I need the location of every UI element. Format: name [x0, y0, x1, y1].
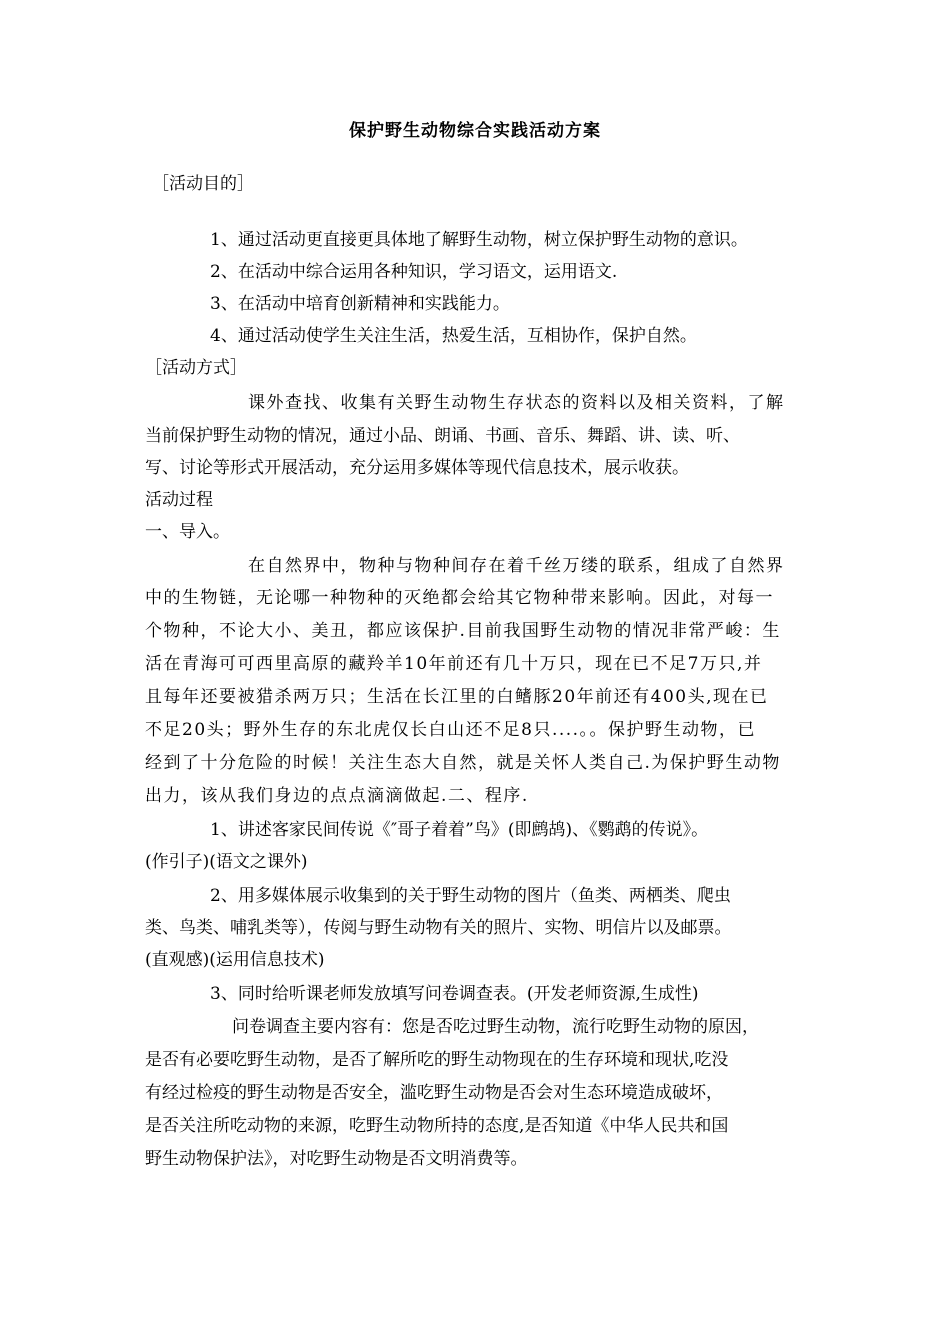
- step-2-line-1: 2、用多媒体展示收集到的关于野生动物的图片（鱼类、两栖类、爬虫: [210, 886, 731, 906]
- method-line-3: 写、讨论等形式开展活动，充分运用多媒体等现代信息技术，展示收获。: [145, 458, 689, 478]
- survey-line-4: 是否关注所吃动物的来源，吃野生动物所持的态度,是否知道《中华人民共和国: [145, 1116, 729, 1136]
- method-line-1: 课外查找、收集有关野生动物生存状态的资料以及相关资料，了解: [248, 393, 785, 413]
- intro-heading: 一、导入。: [145, 522, 230, 542]
- purpose-item-4: 4、通过活动使学生关注生活，热爱生活，互相协作，保护自然。: [210, 326, 697, 346]
- intro-line-4: 活在青海可可西里高原的藏羚羊10年前还有几十万只，现在已不足7万只,并: [145, 654, 763, 674]
- intro-line-7: 经到了十分危险的时候！关注生态大自然，就是关怀人类自己.为保护野生动物: [145, 753, 781, 773]
- intro-line-3: 个物种，不论大小、美丑，都应该保护.目前我国野生动物的情况非常严峻：生: [145, 621, 781, 641]
- survey-line-2: 是否有必要吃野生动物，是否了解所吃的野生动物现在的生存环境和现状,吃没: [145, 1050, 729, 1070]
- intro-line-1: 在自然界中，物种与物种间存在着千丝万缕的联系，组成了自然界: [248, 556, 785, 576]
- method-heading: ［活动方式］: [145, 358, 247, 378]
- intro-line-2: 中的生物链，无论哪一种物种的灭绝都会给其它物种带来影响。因此，对每一: [145, 588, 774, 608]
- process-heading: 活动过程: [145, 490, 213, 510]
- method-line-2: 当前保护野生动物的情况，通过小品、朗诵、书画、音乐、舞蹈、讲、读、听、: [145, 426, 740, 446]
- purpose-item-3: 3、在活动中培育创新精神和实践能力。: [210, 294, 510, 314]
- step-1-line-2: (作引子)(语文之课外): [145, 852, 308, 872]
- purpose-heading: ［活动目的］: [152, 174, 254, 194]
- purpose-item-2: 2、在活动中综合运用各种知识，学习语文，运用语文.: [210, 262, 618, 282]
- intro-line-5: 且每年还要被猎杀两万只；生活在长江里的白鳍豚20年前还有400头,现在已: [145, 687, 769, 707]
- step-3-line-1: 3、同时给听课老师发放填写问卷调查表。(开发老师资源,生成性): [210, 984, 699, 1004]
- survey-line-3: 有经过检疫的野生动物是否安全，滥吃野生动物是否会对生态环境造成破坏，: [145, 1083, 723, 1103]
- step-2-line-2: 类、鸟类、哺乳类等），传阅与野生动物有关的照片、实物、明信片以及邮票。: [145, 918, 732, 938]
- step-2-line-3: (直观感)(运用信息技术): [145, 950, 325, 970]
- intro-line-8: 出力，该从我们身边的点点滴滴做起.二、程序.: [145, 786, 529, 806]
- step-1-line-1: 1、讲述客家民间传说《″哥子着着”鸟》(即鹧鸪)、《鹦鹉的传说》。: [210, 820, 709, 840]
- purpose-item-1: 1、通过活动更直接更具体地了解野生动物，树立保护野生动物的意识。: [210, 230, 748, 250]
- survey-line-5: 野生动物保护法》，对吃野生动物是否文明消费等。: [145, 1149, 528, 1169]
- survey-line-1: 问卷调查主要内容有：您是否吃过野生动物，流行吃野生动物的原因，: [232, 1017, 759, 1037]
- document-title: 保护野生动物综合实践活动方案: [349, 121, 601, 141]
- intro-line-6: 不足20头；野外生存的东北虎仅长白山还不足8只....。。保护野生动物，已: [145, 720, 757, 740]
